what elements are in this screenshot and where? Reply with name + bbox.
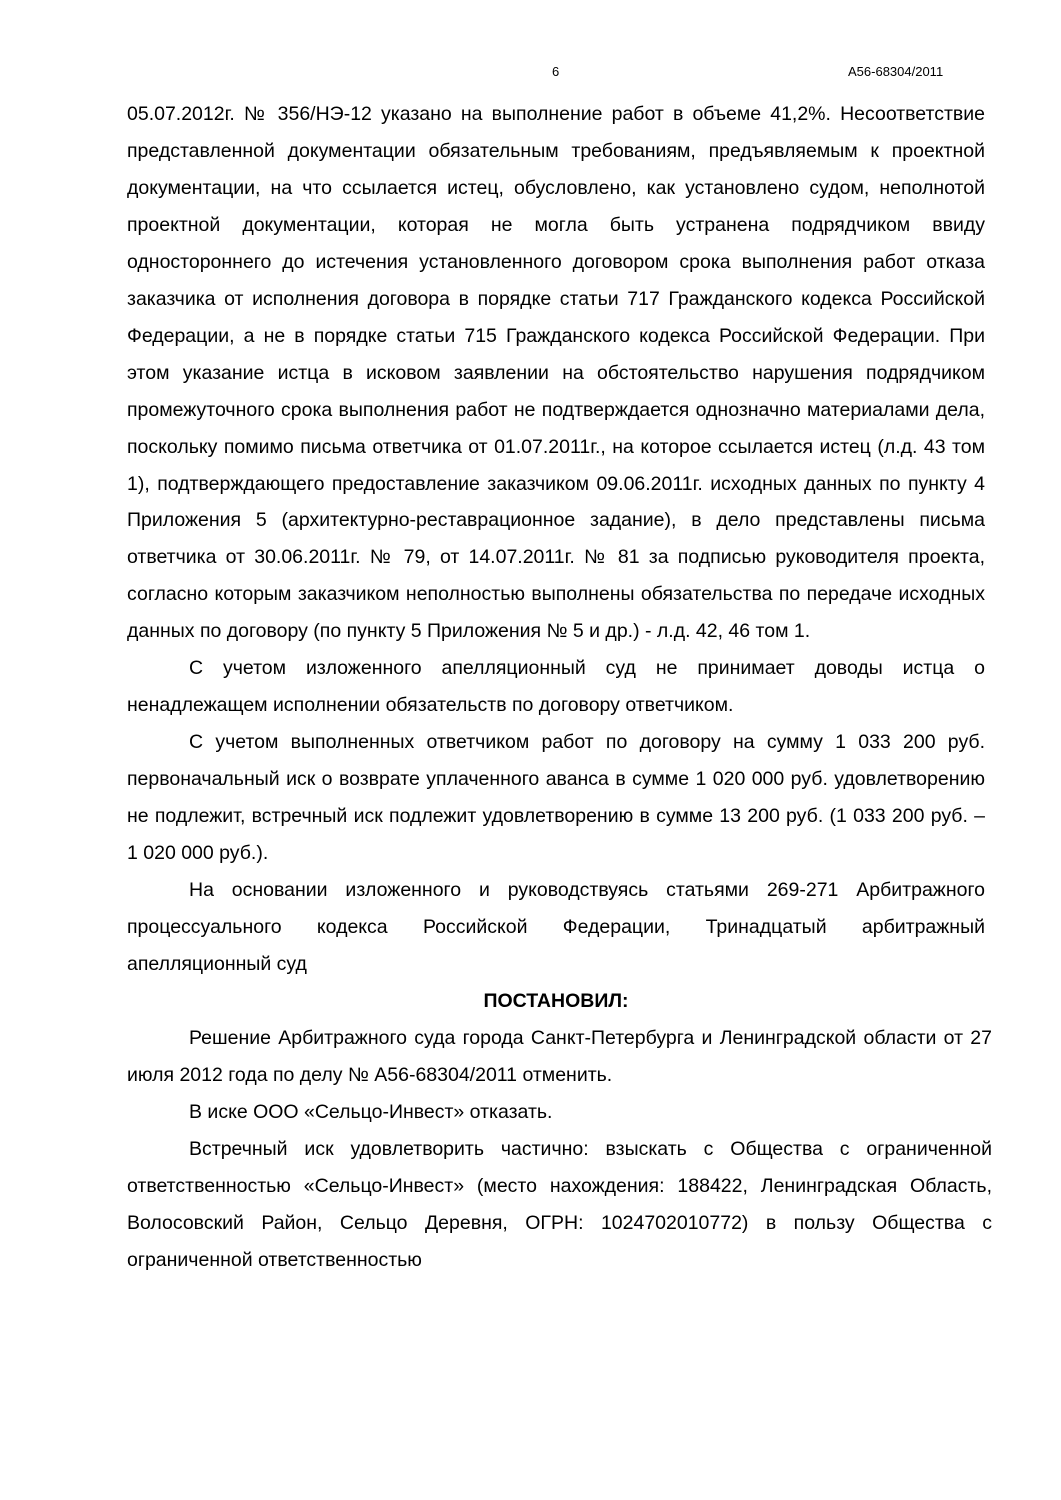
paragraph-court-conclusion: С учетом изложенного апелляционный суд не принимает доводы истца о ненадлежащем исполнении обязательств по договору ответчиком. <box>127 657 985 717</box>
paragraph-claim-calculation: С учетом выполненных ответчиком работ по договору на сумму 1 033 200 руб. первоначальный иск о возврате уплаченного аванса в сумме 1 020 000 руб. удовлетворению не подлежит, встречный иск подлежит удовлетворению в сумме 13 200 руб. (1 033 200 руб. – 1 020 000 руб.). <box>127 731 985 865</box>
page-header <box>0 64 1061 84</box>
case-number: А56-68304/2011 <box>848 64 944 79</box>
page-number: 6 <box>552 64 560 79</box>
paragraph-counterclaim: Встречный иск удовлетворить частично: взыскать с Общества с ограниченной ответственностью «Сельцо-Инвест» (место нахождения: 188422, Ленинградская Область, Волосовский Район, Сельцо Деревня, ОГРН: 1024702010772) в пользу Общества с ограниченной ответственностью <box>127 1137 992 1271</box>
paragraph-legal-basis: На основании изложенного и руководствуясь статьями 269-271 Арбитражного процессуального кодекса Российской Федерации, Тринадцатый арбитражный апелляционный суд <box>127 879 985 975</box>
paragraph-decision-cancel: Решение Арбитражного суда города Санкт-Петербурга и Ленинградской области от 27 июля 2012 года по делу № А56-68304/2011 отменить. <box>127 1026 992 1086</box>
paragraph-claim-denied: В иске ООО «Сельцо-Инвест» отказать. <box>189 1100 553 1123</box>
resolution-heading: ПОСТАНОВИЛ: <box>483 989 629 1012</box>
paragraph-continued-findings: 05.07.2012г. № 356/НЭ-12 указано на выполнение работ в объеме 41,2%. Несоответствие представленной документации обязательным требованиям, предъявляемым к проектной документации, на что ссылается истец, обусловлено, как установлено судом, неполнотой проектной документации, которая не могла быть устранена подрядчиком ввиду одностороннего до истечения установленного договором срока выполнения работ отказа заказчика от исполнения договора в порядке статьи 717 Гражданского кодекса Российской Федерации, а не в порядке статьи 715 Гражданского кодекса Российской Федерации. При этом указание истца в исковом заявлении на обстоятельство нарушения подрядчиком промежуточного срока выполнения работ не подтверждается однозначно материалами дела, поскольку помимо письма ответчика от 01.07.2011г., на которое ссылается истец (л.д. 43 том 1), подтверждающего предоставление заказчиком 09.06.2011г. исходных данных по пункту 4 Приложения 5 (архитектурно-реставрационное задание), в дело представлены письма ответчика от 30.06.2011г. № 79, от 14.07.2011г. № 81 за подписью руководителя проекта, согласно которым заказчиком неполностью выполнены обязательства по передаче исходных данных по договору (по пункту 5 Приложения № 5 и др.) - л.д. 42, 46 том 1. <box>127 103 985 643</box>
document-body <box>127 96 992 1279</box>
